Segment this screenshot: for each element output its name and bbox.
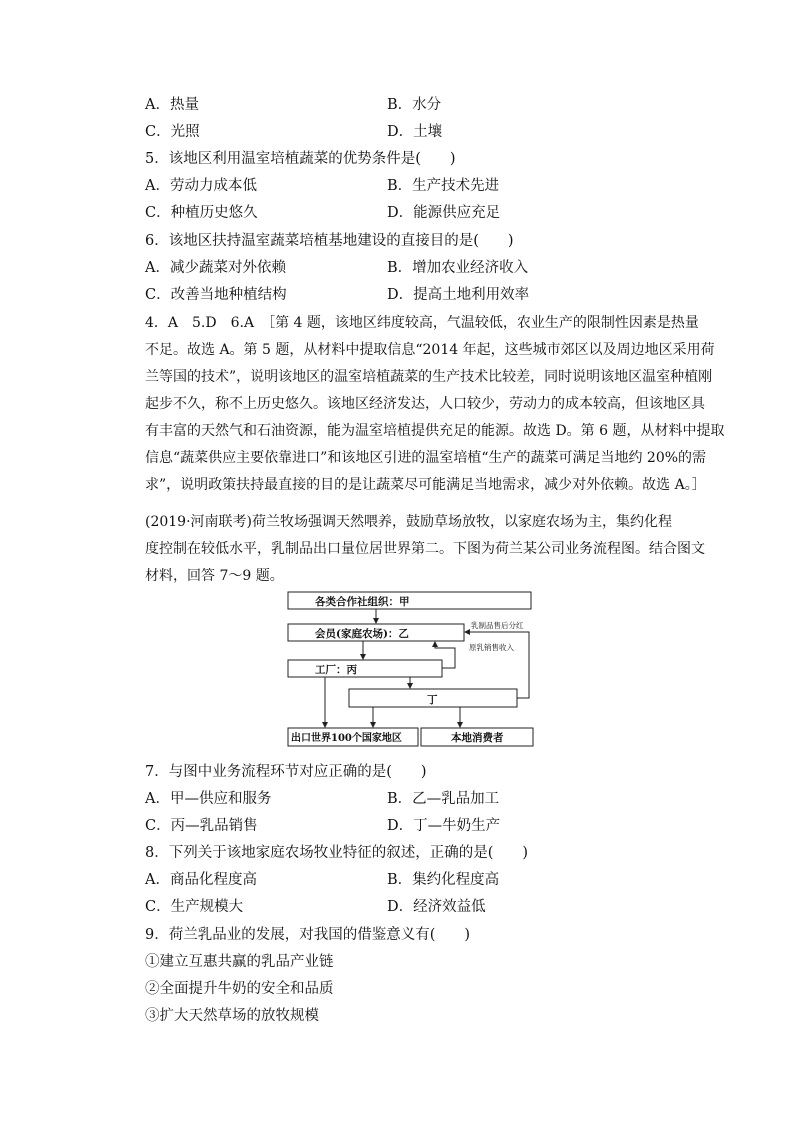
option-d: D．土壤 <box>387 124 443 140</box>
option-a: A．甲—供应和服务 <box>145 791 272 807</box>
box-ding-label: 丁 <box>427 694 438 706</box>
option-b: B．生产技术先进 <box>387 178 500 194</box>
option-d: D．经济效益低 <box>387 899 486 915</box>
intro-line: 材料，回答 7～9 题。 <box>145 568 284 584</box>
answer-line: 起步不久，称不上历史悠久。该地区经济发达，人口较少，劳动力的成本较高，但该地区具 <box>145 396 705 412</box>
flow-diagram <box>285 588 537 750</box>
answer-line: 求”，说明政策扶持最直接的目的是让蔬菜尽可能满足当地需求，减少对外依赖。故选 A。］ <box>145 477 706 493</box>
answer-line: 有丰富的天然气和石油资源，能为温室培植提供充足的能源。故选 D。第 6 题，从材料中提取 <box>145 423 725 439</box>
list-item: ②全面提升牛奶的安全和品质 <box>145 981 334 997</box>
question-5-stem: 5．该地区利用温室培植蔬菜的优势条件是( ) <box>145 151 456 167</box>
intro-line: 度控制在较低水平，乳制品出口量位居世界第二。下图为荷兰某公司业务流程图。结合图文 <box>145 541 705 557</box>
option-row <box>145 92 655 118</box>
box-export-label: 出口世界100个国家地区 <box>291 733 402 744</box>
option-row <box>145 813 655 839</box>
option-c: C．改善当地种植结构 <box>145 287 287 303</box>
arrow-dividend <box>465 632 529 698</box>
option-row <box>145 173 655 199</box>
option-d: D．丁—牛奶生产 <box>387 818 501 834</box>
question-6-stem: 6．该地区扶持温室蔬菜培植基地建设的直接目的是( ) <box>145 233 514 249</box>
option-row <box>145 894 655 920</box>
option-a: A．商品化程度高 <box>145 872 257 888</box>
list-item: ①建立互惠共赢的乳品产业链 <box>145 954 334 970</box>
intro-line: (2019·河南联考)荷兰牧场强调天然喂养，鼓励草场放牧，以家庭农场为主，集约化程 <box>145 514 673 530</box>
option-b: B．集约化程度高 <box>387 872 500 888</box>
option-row <box>145 200 655 226</box>
answer-line: 4．A 5.D 6.A ［第 4 题，该地区纬度较高，气温较低，农业生产的限制性因素是热量 <box>145 315 699 331</box>
option-row <box>145 282 655 308</box>
answer-line: 不足。故选 A。第 5 题，从材料中提取信息“2014 年起，这些城市郊区以及周边地区采用荷 <box>145 342 715 358</box>
question-8-stem: 8．下列关于该地家庭农场牧业特征的叙述，正确的是( ) <box>145 845 529 861</box>
option-d: D．提高土地利用效率 <box>387 287 530 303</box>
option-row <box>145 786 655 812</box>
question-7-stem: 7．与图中业务流程环节对应正确的是( ) <box>145 764 427 780</box>
option-c: C．生产规模大 <box>145 899 244 915</box>
box-local-label: 本地消费者 <box>451 732 504 744</box>
label-dividend: 乳制品售后分红 <box>471 621 524 630</box>
arrow-raw-income <box>435 642 455 668</box>
option-b: B．增加农业经济收入 <box>387 260 529 276</box>
option-a: A．劳动力成本低 <box>145 178 257 194</box>
option-c: C．光照 <box>145 124 200 140</box>
option-row <box>145 255 655 281</box>
box-yi-label: 会员(家庭农场)：乙 <box>315 628 409 640</box>
option-row <box>145 867 655 893</box>
option-c: C．种植历史悠久 <box>145 205 258 221</box>
box-bing <box>288 660 442 677</box>
option-d: D．能源供应充足 <box>387 205 501 221</box>
option-b: B．乙—乳品加工 <box>387 791 500 807</box>
label-raw-income: 原乳销售收入 <box>469 643 514 652</box>
box-bing-label: 工厂：丙 <box>315 664 357 676</box>
option-b: B．水分 <box>387 97 442 113</box>
option-c: C．丙—乳品销售 <box>145 818 258 834</box>
answer-line: 信息“蔬菜供应主要依靠进口”和该地区引进的温室培植“生产的蔬菜可满足当地约 20%的需 <box>145 450 707 466</box>
answer-line: 兰等国的技术”，说明该地区的温室培植蔬菜的生产技术比较差，同时说明该地区温室种植刚 <box>145 369 713 385</box>
question-9-stem: 9．荷兰乳品业的发展，对我国的借鉴意义有( ) <box>145 927 471 943</box>
option-row <box>145 119 655 145</box>
option-a: A．减少蔬菜对外依赖 <box>145 260 286 276</box>
option-a: A．热量 <box>145 97 199 113</box>
list-item: ③扩大天然草场的放牧规模 <box>145 1008 319 1024</box>
box-jia-label: 各类合作社组织：甲 <box>315 596 410 608</box>
